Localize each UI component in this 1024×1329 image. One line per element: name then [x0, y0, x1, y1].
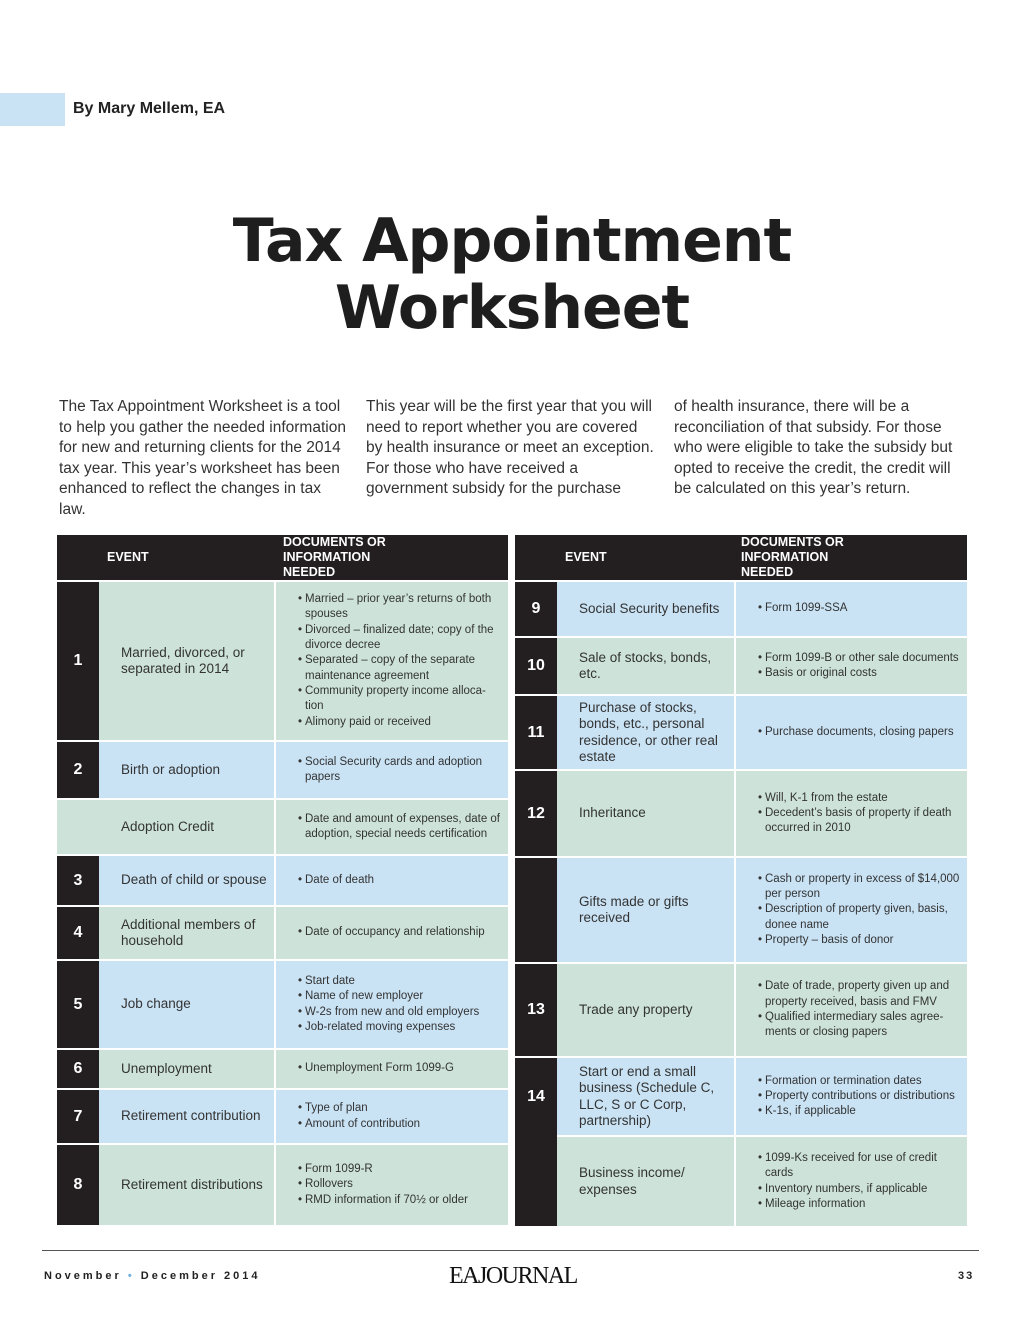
- byline: By Mary Mellem, EA: [73, 100, 226, 117]
- row-event: Birth or adoption: [99, 741, 275, 799]
- row-documents: [275, 906, 508, 960]
- row-event: Social Security benefits: [557, 581, 735, 637]
- doc-item: • W-2s from new and old employers: [298, 1005, 502, 1020]
- footer-issue-date: [44, 1270, 261, 1282]
- table-row: [57, 1089, 508, 1144]
- row-event: Gifts made or gifts received: [557, 857, 735, 963]
- row-documents: [275, 960, 508, 1049]
- worksheet-table-left: [57, 535, 508, 1225]
- row-documents: [735, 963, 967, 1057]
- doc-item: • Social Security cards and adoption papers: [298, 755, 502, 786]
- row-number: [515, 1136, 557, 1226]
- intro-column-3: of health insurance, there will be a reconciliation of that subsidy. For those who were eligible to take the subsidy but opted to receive the credit, the credit will be calculated on this year’s return.: [674, 398, 953, 498]
- row-number: 12: [515, 770, 557, 857]
- header-number-cell: [57, 535, 99, 581]
- row-documents: [275, 799, 508, 855]
- article-title-line-1: Tax Appointment: [232, 206, 792, 276]
- footer-month-1: November: [44, 1270, 122, 1282]
- doc-item: • Formation or termination dates: [758, 1074, 961, 1089]
- row-event: Unemployment: [99, 1049, 275, 1089]
- row-number: 11: [515, 695, 557, 770]
- row-event: Purchase of stocks, bonds, etc., personal residence, or other real estate: [557, 695, 735, 770]
- byline-accent-bar: [0, 93, 65, 126]
- table-header-row: [515, 535, 967, 581]
- doc-item: • Qualified intermediary sales agree-ments or closing papers: [758, 1010, 961, 1041]
- doc-item: • K-1s, if applicable: [758, 1104, 961, 1119]
- doc-item: • RMD information if 70½ or older: [298, 1193, 502, 1208]
- table-row: [57, 1049, 508, 1089]
- doc-item: • Description of property given, basis, donee name: [758, 902, 961, 933]
- row-number: [515, 857, 557, 963]
- table-row: [515, 770, 967, 857]
- row-event: Trade any property: [557, 963, 735, 1057]
- table-row: [57, 741, 508, 799]
- doc-item: • Divorced – finalized date; copy of the divorce decree: [298, 623, 502, 654]
- row-number: 10: [515, 637, 557, 695]
- footer-divider: [42, 1250, 979, 1251]
- row-number: 3: [57, 855, 99, 906]
- row-event: Business income/ expenses: [557, 1136, 735, 1226]
- row-documents: [735, 637, 967, 695]
- row-event: Additional members of household: [99, 906, 275, 960]
- footer-page-number: 33: [958, 1270, 975, 1282]
- doc-item: • Separated – copy of the separate maintenance agreement: [298, 653, 502, 684]
- doc-item: • Basis or original costs: [758, 666, 961, 681]
- doc-item: • Alimony paid or received: [298, 715, 502, 730]
- table-row: [57, 799, 508, 855]
- footer-month-2: December 2014: [140, 1270, 261, 1282]
- doc-item: • Amount of contribution: [298, 1117, 502, 1132]
- table-row: [515, 1057, 967, 1136]
- row-number: 13: [515, 963, 557, 1057]
- table-header-row: [57, 535, 508, 581]
- row-documents: [275, 1089, 508, 1144]
- row-event: Death of child or spouse: [99, 855, 275, 906]
- doc-item: • Inventory numbers, if applicable: [758, 1182, 961, 1197]
- doc-item: • Form 1099-R: [298, 1162, 502, 1177]
- doc-item: • Cash or property in excess of $14,000 per person: [758, 872, 961, 903]
- table-row: [515, 695, 967, 770]
- row-event: Job change: [99, 960, 275, 1049]
- footer-logo: EAJOURNAL: [449, 1263, 577, 1289]
- header-documents-label: DOCUMENTS OR INFORMATION NEEDED: [741, 535, 844, 579]
- row-documents: [735, 857, 967, 963]
- row-number: 7: [57, 1089, 99, 1144]
- doc-item: • Date of death: [298, 873, 502, 888]
- doc-item: • Property – basis of donor: [758, 933, 961, 948]
- row-number: 2: [57, 741, 99, 799]
- row-documents: [735, 770, 967, 857]
- row-number: 8: [57, 1144, 99, 1225]
- header-documents: [735, 535, 967, 581]
- doc-item: • Name of new employer: [298, 989, 502, 1004]
- doc-item: • Married – prior year’s returns of both spouses: [298, 592, 502, 623]
- row-event: Adoption Credit: [57, 799, 275, 855]
- doc-item: • Mileage information: [758, 1197, 961, 1212]
- table-row: [57, 581, 508, 741]
- header-documents: [275, 535, 508, 581]
- row-number: 9: [515, 581, 557, 637]
- row-number: 1: [57, 581, 99, 741]
- doc-item: • Will, K-1 from the estate: [758, 791, 961, 806]
- row-event: Start or end a small business (Schedule C, LLC, S or C Corp, partnership): [557, 1057, 735, 1136]
- header-documents-label: DOCUMENTS OR INFORMATION NEEDED: [283, 535, 386, 579]
- table-row: [515, 857, 967, 963]
- row-event: Retirement contribution: [99, 1089, 275, 1144]
- row-documents: [735, 1136, 967, 1226]
- row-event: Sale of stocks, bonds, etc.: [557, 637, 735, 695]
- doc-item: • Property contributions or distributions: [758, 1089, 961, 1104]
- table-row: [515, 1136, 967, 1226]
- doc-item: • Date of occupancy and relationship: [298, 925, 502, 940]
- row-event: Married, divorced, or separated in 2014: [99, 581, 275, 741]
- article-title-line-2: Worksheet: [334, 273, 690, 343]
- doc-item: • Purchase documents, closing papers: [758, 725, 961, 740]
- row-documents: [735, 1057, 967, 1136]
- table-row: [57, 1144, 508, 1225]
- row-documents: [275, 741, 508, 799]
- intro-column-2: This year will be the first year that you will need to report whether you are covered by health insurance or meet an exception. For those who have received a government subsidy for the purchase: [366, 398, 654, 498]
- row-event: Inheritance: [557, 770, 735, 857]
- doc-item: • 1099-Ks received for use of credit cards: [758, 1151, 961, 1182]
- doc-item: • Decedent’s basis of property if death occurred in 2010: [758, 806, 961, 837]
- row-number: 5: [57, 960, 99, 1049]
- row-documents: [735, 695, 967, 770]
- row-documents: [735, 581, 967, 637]
- worksheet-table-right: [515, 535, 967, 1226]
- doc-item: • Rollovers: [298, 1177, 502, 1192]
- doc-item: • Date and amount of expenses, date of adoption, special needs certification: [298, 812, 502, 843]
- table-row: [57, 960, 508, 1049]
- table-row: [515, 581, 967, 637]
- doc-item: • Job-related moving expenses: [298, 1020, 502, 1035]
- row-number: 4: [57, 906, 99, 960]
- row-documents: [275, 581, 508, 741]
- doc-item: • Form 1099-SSA: [758, 601, 961, 616]
- doc-item: • Unemployment Form 1099-G: [298, 1061, 502, 1076]
- doc-item: • Date of trade, property given up and property received, basis and FMV: [758, 979, 961, 1010]
- row-documents: [275, 855, 508, 906]
- footer-separator: •: [127, 1270, 135, 1282]
- row-documents: [275, 1049, 508, 1089]
- table-row: [515, 963, 967, 1057]
- row-number: 14: [515, 1057, 557, 1136]
- header-event: EVENT: [557, 535, 735, 581]
- row-event: Retirement distributions: [99, 1144, 275, 1225]
- row-documents: [275, 1144, 508, 1225]
- table-row: [515, 637, 967, 695]
- header-number-cell: [515, 535, 557, 581]
- header-event: EVENT: [99, 535, 275, 581]
- doc-item: • Form 1099-B or other sale documents: [758, 651, 961, 666]
- row-number: 6: [57, 1049, 99, 1089]
- table-row: [57, 906, 508, 960]
- intro-column-1: The Tax Appointment Worksheet is a tool to help you gather the needed information for new and returning clients for the 2014 tax year. This year’s worksheet has been enhanced to reflect the changes in tax law.: [59, 398, 346, 518]
- doc-item: • Start date: [298, 974, 502, 989]
- doc-item: • Type of plan: [298, 1101, 502, 1116]
- table-row: [57, 855, 508, 906]
- doc-item: • Community property income alloca-tion: [298, 684, 502, 715]
